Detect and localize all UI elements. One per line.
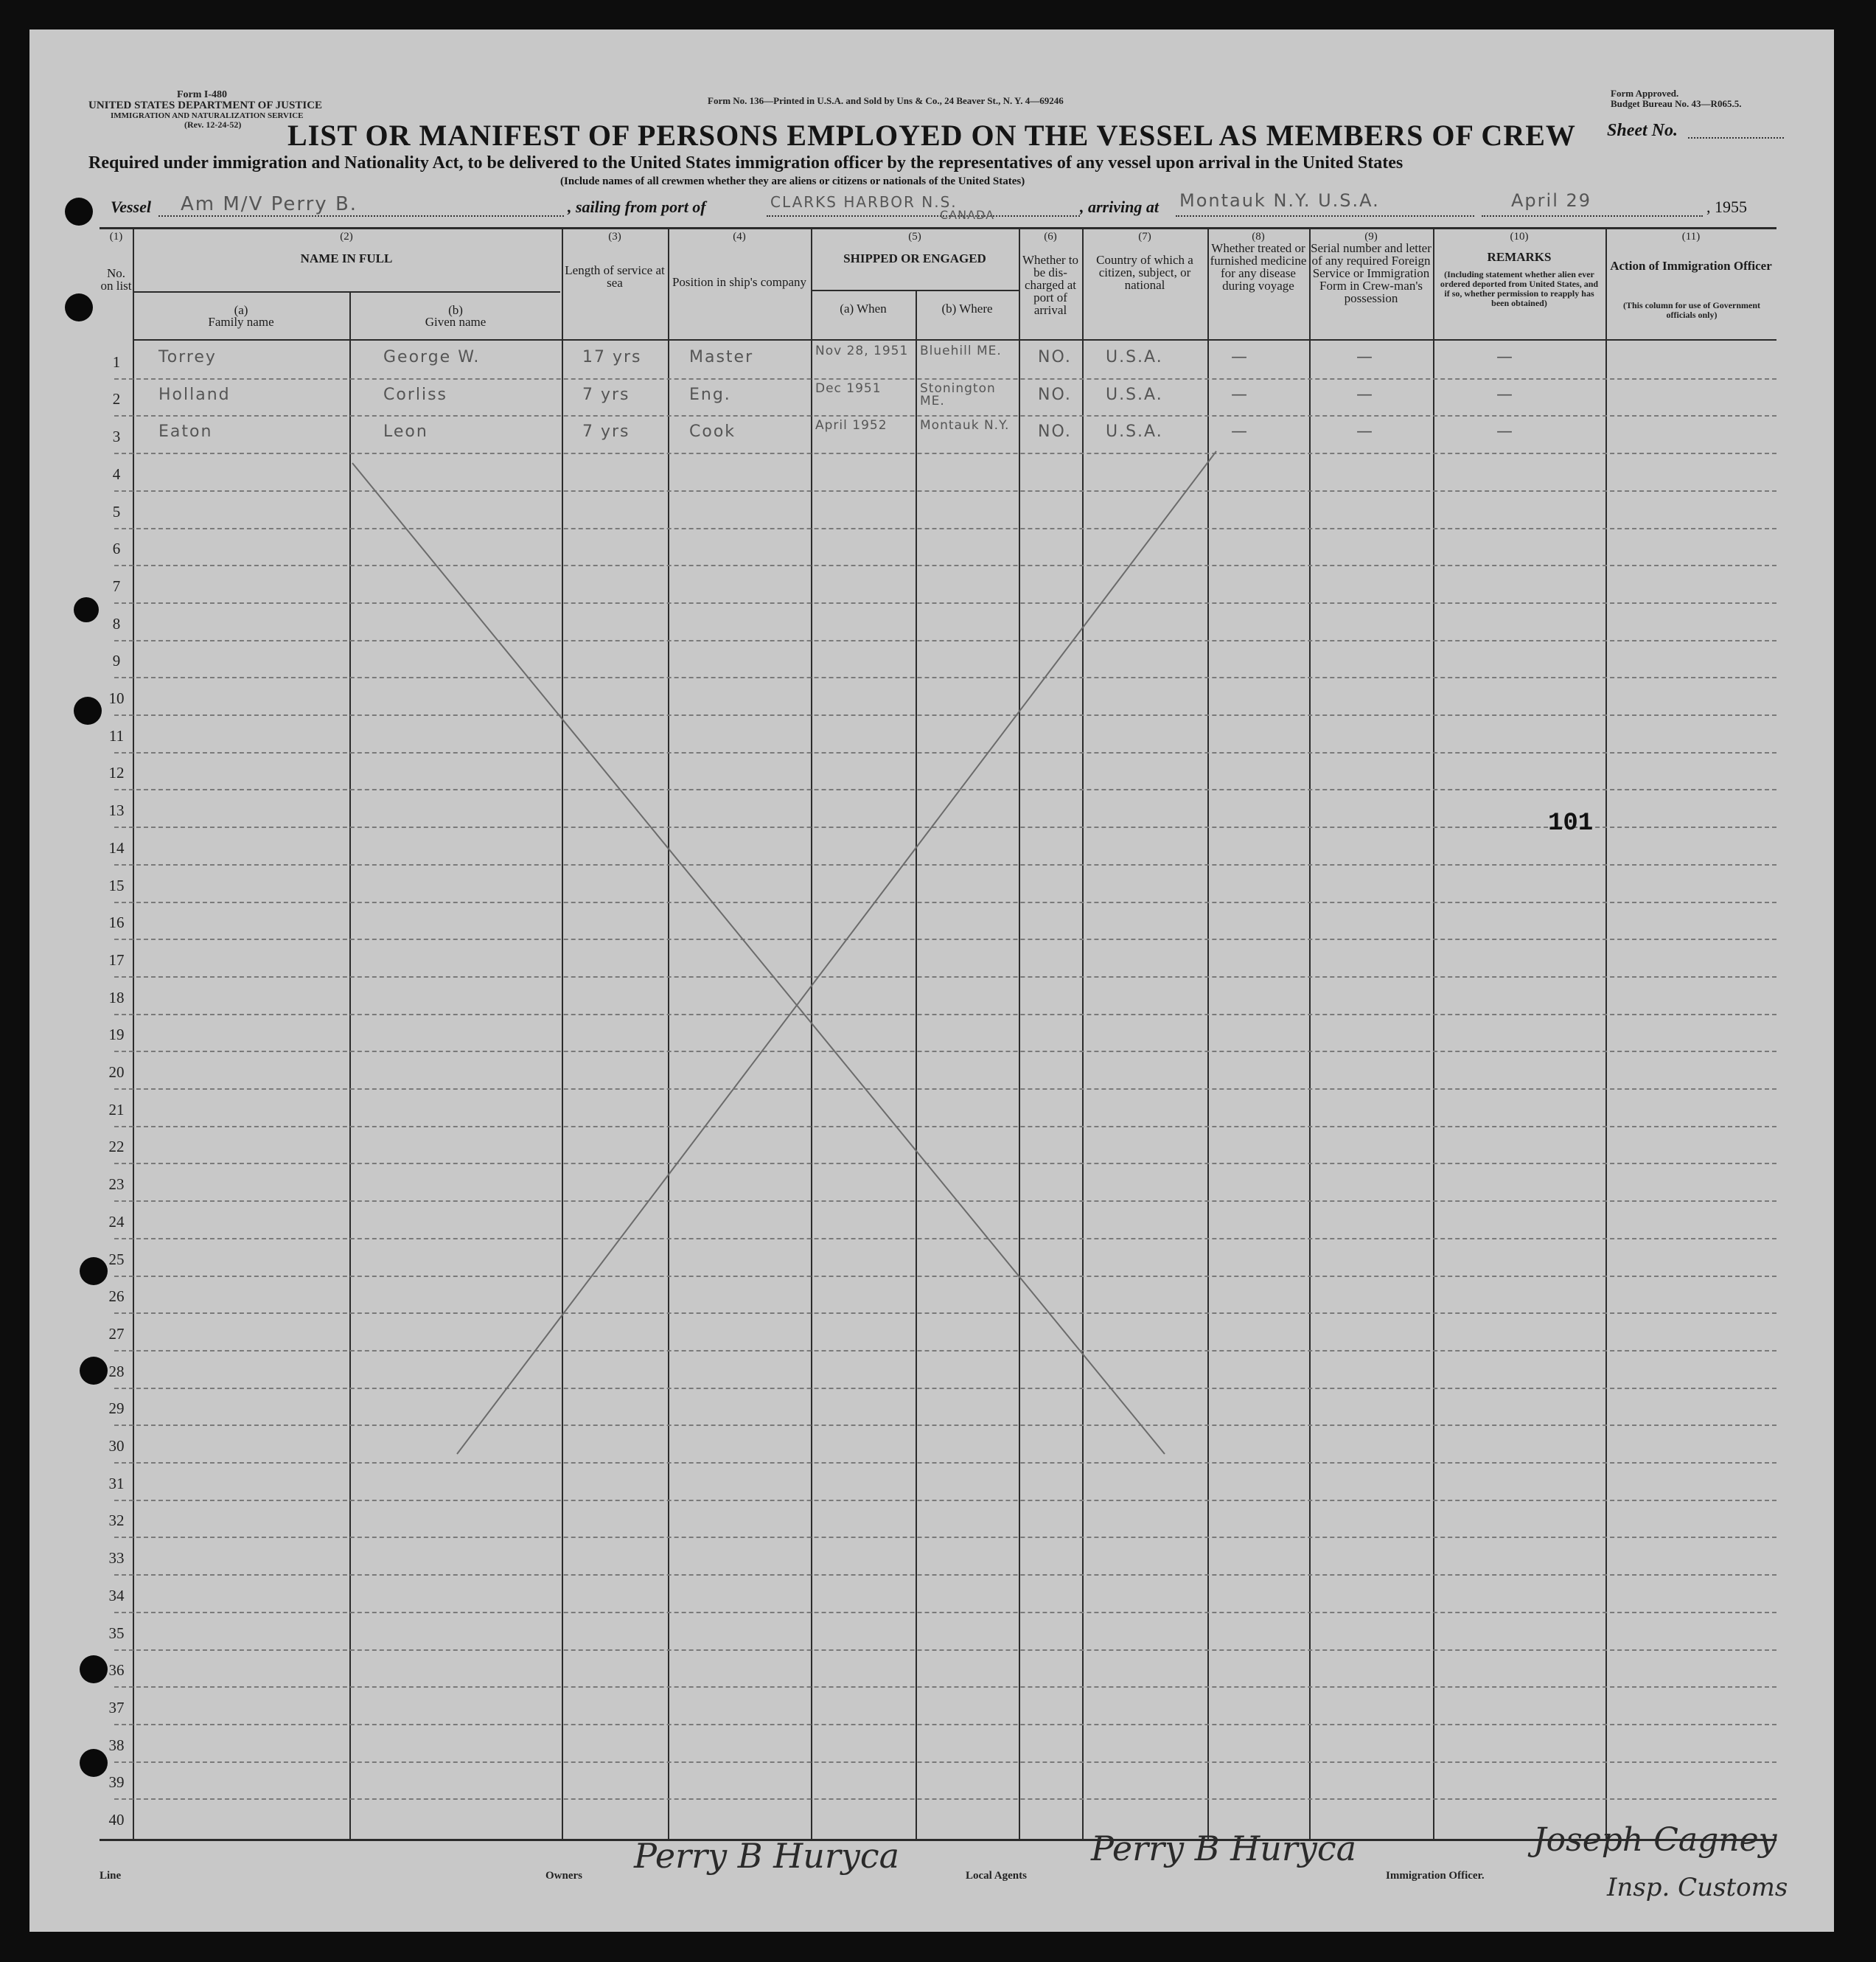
head-remarks: REMARKS [1487, 250, 1552, 264]
form-approved: Form Approved. [1611, 88, 1679, 99]
sailing-country: CANADA [940, 208, 995, 222]
sheet-no-label: Sheet No. [1607, 121, 1678, 140]
officer-signature: Joseph Cagney [1533, 1821, 1777, 1859]
row-number: 13 [108, 801, 125, 820]
arriving-label: , arriving at [1080, 198, 1159, 216]
footer-agents-label: Local Agents [966, 1870, 1027, 1882]
head-country: Country of which a citizen, subject, or national [1096, 253, 1193, 292]
row-number: 19 [108, 1026, 125, 1044]
crew-where: Montauk N.Y. [920, 418, 1010, 434]
crew-discharged: NO. [1038, 385, 1072, 404]
crew-length: 7 yrs [582, 385, 630, 404]
budget-bureau: Budget Bureau No. 43—R065.5. [1611, 98, 1742, 109]
row-number: 18 [108, 988, 125, 1006]
form-id: Form I-480 [177, 89, 228, 100]
arrival-date: April 29 [1511, 190, 1592, 211]
row-number: 8 [112, 614, 121, 633]
revision: (Rev. 12-24-52) [184, 119, 242, 130]
head-shipped: SHIPPED OR ENGAGED [843, 251, 986, 265]
row-number: 28 [108, 1362, 125, 1380]
col-num-1: (1) [109, 231, 123, 243]
row-number: 17 [108, 950, 125, 969]
crew-position: Cook [689, 422, 736, 442]
row-number: 26 [108, 1287, 125, 1306]
head-name-in-full: NAME IN FULL [300, 251, 393, 265]
row-number: 24 [108, 1212, 125, 1231]
row-number: 40 [108, 1811, 125, 1829]
crew-when: April 1952 [815, 418, 888, 434]
crew-country: U.S.A. [1106, 422, 1163, 442]
crew-where: Stonington ME. [920, 380, 996, 408]
head-remarks-note: (Including statement whether alien ever ordered deported from United States, and if so, whether permission to reapply has been obtained) [1440, 269, 1599, 308]
crew-where: Bluehill ME. [920, 344, 1002, 358]
crew-given: Corliss [383, 385, 448, 404]
crew-given: Leon [383, 422, 428, 442]
row-number: 3 [112, 428, 121, 446]
agency-name: UNITED STATES DEPARTMENT OF JUSTICE [88, 100, 323, 111]
arriving-port: Montauk N.Y. U.S.A. [1179, 190, 1380, 211]
crew-discharged: NO. [1038, 422, 1072, 442]
head-discharged: Whether to be dis-charged at port of arrival [1022, 253, 1078, 317]
row-number: 32 [108, 1511, 125, 1530]
crew-serial: — [1356, 348, 1374, 366]
crew-when: Nov 28, 1951 [815, 344, 909, 358]
row-number: 21 [108, 1100, 125, 1119]
subtitle: Required under immigration and Nationality Act, to be delivered to the United States immigration officer by the representatives of any vessel upon arrival in the United States [88, 153, 1403, 173]
row-number: 20 [108, 1063, 125, 1081]
row-number: 35 [108, 1624, 125, 1642]
crew-medicine: — [1231, 385, 1249, 404]
crew-family: Torrey [158, 348, 217, 366]
crew-discharged: NO. [1038, 348, 1072, 366]
crew-serial: — [1356, 422, 1374, 442]
row-number: 29 [108, 1399, 125, 1418]
crew-when: Dec 1951 [815, 380, 882, 396]
row-number: 4 [112, 465, 121, 483]
head-family-a: (a) [234, 303, 248, 317]
row-number: 33 [108, 1549, 125, 1568]
crew-remarks: — [1496, 385, 1514, 404]
row-number: 2 [112, 390, 121, 408]
col-num-6: (6) [1044, 231, 1057, 243]
row-number: 27 [108, 1324, 125, 1343]
service-name: IMMIGRATION AND NATURALIZATION SERVICE [111, 111, 304, 120]
col-num-8: (8) [1252, 231, 1265, 243]
row-number: 5 [112, 502, 121, 521]
col-num-5: (5) [908, 231, 921, 243]
head-position: Position in ship's company [672, 275, 807, 289]
footer-line-label: Line [100, 1870, 122, 1882]
sailing-label: , sailing from port of [568, 198, 706, 216]
row-number: 6 [112, 540, 121, 558]
footer-owners-label: Owners [545, 1870, 582, 1882]
row-number: 39 [108, 1773, 125, 1792]
row-number: 12 [108, 764, 125, 782]
col-num-10: (10) [1510, 231, 1529, 243]
row-number: 34 [108, 1586, 125, 1604]
head-given-name: Given name [425, 315, 487, 329]
crew-family: Holland [158, 385, 231, 404]
row-number: 11 [108, 726, 125, 745]
agents-signature: Perry B Huryca [1091, 1829, 1357, 1868]
row-number: 23 [108, 1175, 125, 1194]
crew-country: U.S.A. [1106, 348, 1163, 366]
sailing-port: CLARKS HARBOR N.S. [770, 193, 958, 211]
crew-length: 7 yrs [582, 422, 630, 442]
crew-position: Master [689, 348, 754, 366]
row-number: 22 [108, 1138, 125, 1156]
head-no-on-list: No. on list [100, 266, 132, 293]
col-num-7: (7) [1138, 231, 1151, 243]
row-number: 16 [108, 914, 125, 932]
crew-country: U.S.A. [1106, 385, 1163, 404]
head-serial: Serial number and letter of any required Foreign Service or Immigration Form in Crew-man's possession [1311, 241, 1432, 305]
head-family-name: Family name [208, 315, 274, 329]
subtitle-note: (Include names of all crewmen whether they are aliens or citizens or nationals of the United States) [560, 175, 1025, 187]
head-medicine: Whether treated or furnished medicine for any disease during voyage [1210, 241, 1307, 293]
row-number: 36 [108, 1661, 125, 1680]
crew-position: Eng. [689, 385, 731, 404]
row-number: 14 [108, 838, 125, 857]
vessel-name: Am M/V Perry B. [181, 193, 358, 215]
head-where: (b) Where [941, 302, 993, 316]
row-number: 38 [108, 1736, 125, 1754]
arrival-year: , 1955 [1706, 198, 1747, 216]
col-num-4: (4) [733, 231, 746, 243]
col-num-2: (2) [340, 231, 353, 243]
row-number: 10 [108, 689, 125, 707]
crew-given: George W. [383, 348, 481, 366]
row-number: 9 [112, 652, 121, 670]
crew-serial: — [1356, 385, 1374, 404]
crew-length: 17 yrs [582, 348, 642, 366]
crew-medicine: — [1231, 422, 1249, 442]
footer-officer-label: Immigration Officer. [1386, 1870, 1485, 1882]
vessel-label: Vessel [111, 198, 151, 216]
row-number: 25 [108, 1250, 125, 1268]
row-number: 15 [108, 876, 125, 894]
owners-signature: Perry B Huryca [634, 1836, 900, 1876]
row-number: 1 [112, 352, 121, 371]
stamp-number: 101 [1548, 810, 1594, 838]
officer-title: Insp. Customs [1607, 1873, 1788, 1902]
head-given-b: (b) [448, 303, 463, 317]
page-title: LIST OR MANIFEST OF PERSONS EMPLOYED ON THE VESSEL AS MEMBERS OF CREW [287, 119, 1576, 152]
crew-family: Eaton [158, 422, 213, 442]
head-length: Length of service at sea [565, 263, 665, 290]
crew-medicine: — [1231, 348, 1249, 366]
crew-remarks: — [1496, 348, 1514, 366]
row-number: 30 [108, 1437, 125, 1455]
row-number: 7 [112, 577, 121, 595]
printer-info: Form No. 136—Printed in U.S.A. and Sold by Uns & Co., 24 Beaver St., N. Y. 4—69246 [708, 95, 1064, 106]
col-num-11: (11) [1681, 231, 1701, 243]
crew-remarks: — [1496, 422, 1514, 442]
row-number: 31 [108, 1474, 125, 1492]
row-number: 37 [108, 1698, 125, 1716]
head-when: (a) When [840, 302, 887, 316]
head-action-note: (This column for use of Government officials only) [1622, 300, 1761, 320]
col-num-9: (9) [1364, 231, 1378, 243]
col-num-3: (3) [608, 231, 621, 243]
head-action: Action of Immigration Officer [1610, 259, 1772, 273]
